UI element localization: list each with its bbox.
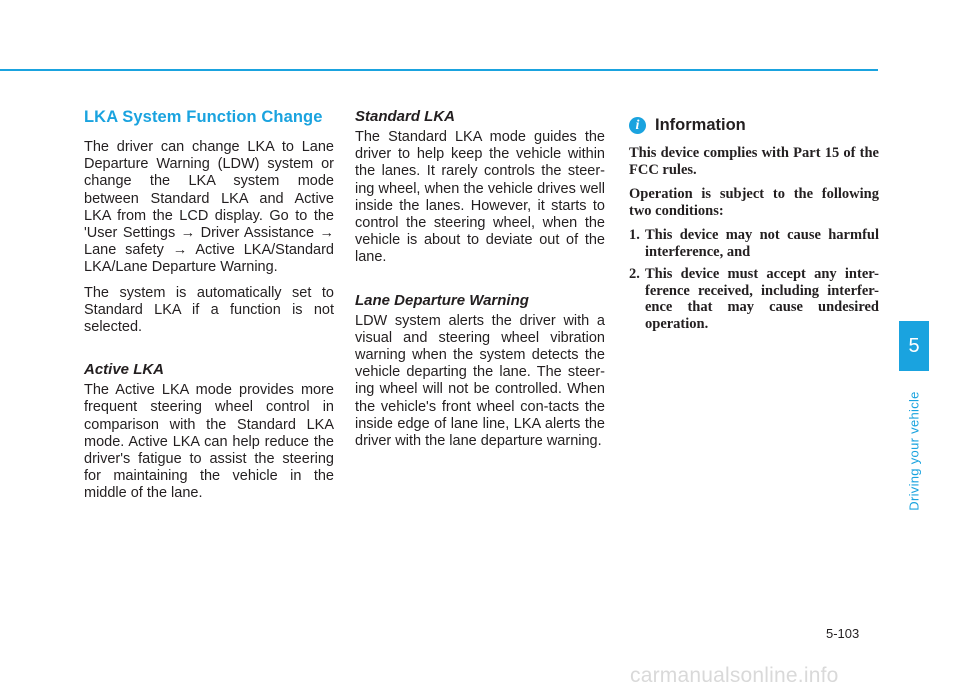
subheading-active-lka: Active LKA [84, 361, 165, 379]
chapter-label [899, 391, 929, 511]
info-paragraph: Operation is subject to the following two conditions: [629, 186, 879, 219]
page-number: 5-103 [826, 626, 860, 641]
section-heading: LKA System Function Change [84, 108, 323, 126]
subheading-lane-departure-warning: Lane Departure Warning [355, 291, 529, 309]
list-item-text: This device may not cause harmful interference, and [645, 227, 879, 260]
column-left [84, 108, 334, 511]
conditions-list [629, 227, 879, 332]
list-item [629, 266, 879, 332]
info-paragraph: This device complies with Part 15 of the FCC rules. [629, 145, 879, 178]
paragraph: The Standard LKA mode guides the driver to help keep the vehicle within the lanes. It rarely controls the steer-ing wheel, when the vehicle drives well inside the lanes. However, it starts to control the steering wheel, when the vehicle is about to deviate out of the lane. [355, 129, 605, 266]
paragraph: The system is automatically set to Standard LKA if a function is not selected. [84, 284, 334, 336]
paragraph: LDW system alerts the driver with a visual and steering wheel vibration warning when the system detects the vehicle departing the lane. The steer-ing wheel will not be controlled. When the vehicle's front wheel con-tacts the inside edge of lane line, LKA alerts the driver with the lane departure warning. [355, 312, 605, 450]
list-item-number: 2. [629, 266, 640, 282]
column-right [629, 108, 879, 338]
paragraph: The Active LKA mode provides more frequent steering wheel control in comparison with the Standard LKA mode. Active LKA can help reduce the driver's fatigue to assist the steering for maintaining the vehicle in the middle of the lane. [84, 382, 334, 502]
paragraph: The driver can change LKA to Lane Departure Warning (LDW) system or change the LKA system mode between Standard LKA and Active LKA from the LCD display. Go to the 'User Settings → Driver Assistance → Lane safety → Active LKA/Standard LKA/Lane Departure Warning. [84, 139, 334, 276]
watermark: carmanualsonline.info [630, 664, 839, 687]
info-icon: i [629, 117, 646, 134]
information-header [629, 116, 879, 135]
list-item [629, 227, 879, 260]
information-title: Information [655, 116, 746, 134]
column-middle [355, 108, 605, 458]
list-item-number: 1. [629, 227, 640, 243]
chapter-tab: 5 [899, 321, 929, 371]
subheading-standard-lka: Standard LKA [355, 108, 456, 125]
chapter-label-text: Driving your vehicle [906, 391, 922, 511]
list-item-text: This device must accept any inter-ference received, including interfer-ence that may cause undesired operation. [645, 266, 879, 332]
top-rule [0, 69, 878, 71]
